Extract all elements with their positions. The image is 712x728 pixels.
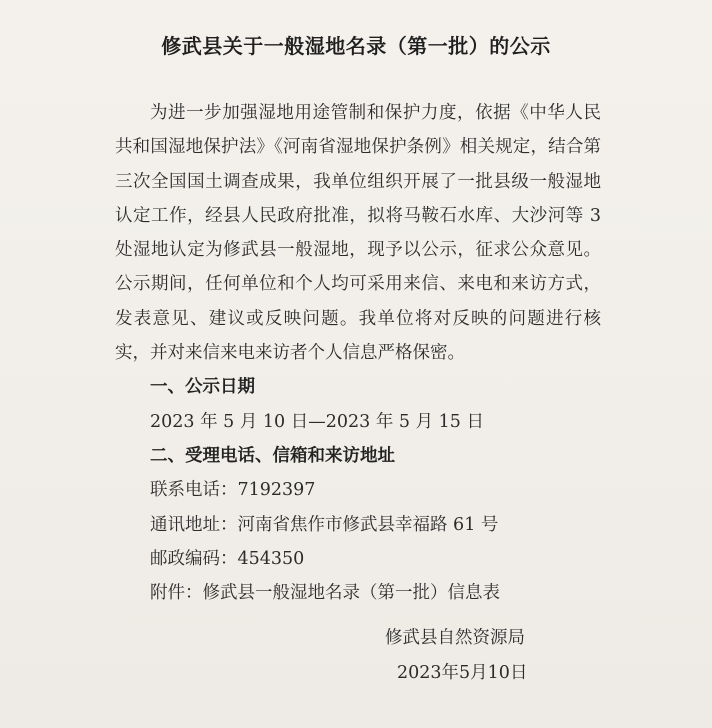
signature-organization: 修武县自然资源局 (385, 628, 525, 648)
attachment-note: 附件：修武县一般湿地名录（第一批）信息表 (150, 583, 500, 604)
section-heading-dates: 一、公示日期 (150, 377, 255, 398)
document-body (115, 96, 601, 610)
publicity-dates: 2023 年 5 月 10 日—2023 年 5 月 15 日 (150, 411, 485, 432)
section-heading-contact: 二、受理电话、信箱和来访地址 (150, 445, 395, 466)
signature-block (384, 621, 584, 691)
document-title: 修武县关于一般湿地名录（第一批）的公示 (161, 34, 551, 58)
contact-phone: 联系电话：7192397 (150, 480, 316, 501)
contact-postcode: 邮政编码：454350 (150, 548, 305, 569)
intro-paragraph: 为进一步加强湿地用途管制和保护力度，依据《中华人民共和国湿地保护法》《河南省湿地保护条例》相关规定，结合第三次全国国土调查成果，我单位组织开展了一批县级一般湿地认定工作，经县人民政府批准，拟将马鞍石水库、大沙河等 3 处湿地认定为修武县一般湿地，现予以公示，征求公众意见。公示期间，任何单位和个人均可采用来信、来电和来访方式，发表意见、建议或反映问题。我单位将对反映的问题进行核实，并对来信来电来访者个人信息严格保密。 (115, 103, 601, 364)
signature-date: 2023年5月10日 (397, 663, 528, 683)
contact-address: 通讯地址：河南省焦作市修武县幸福路 61 号 (150, 514, 499, 535)
